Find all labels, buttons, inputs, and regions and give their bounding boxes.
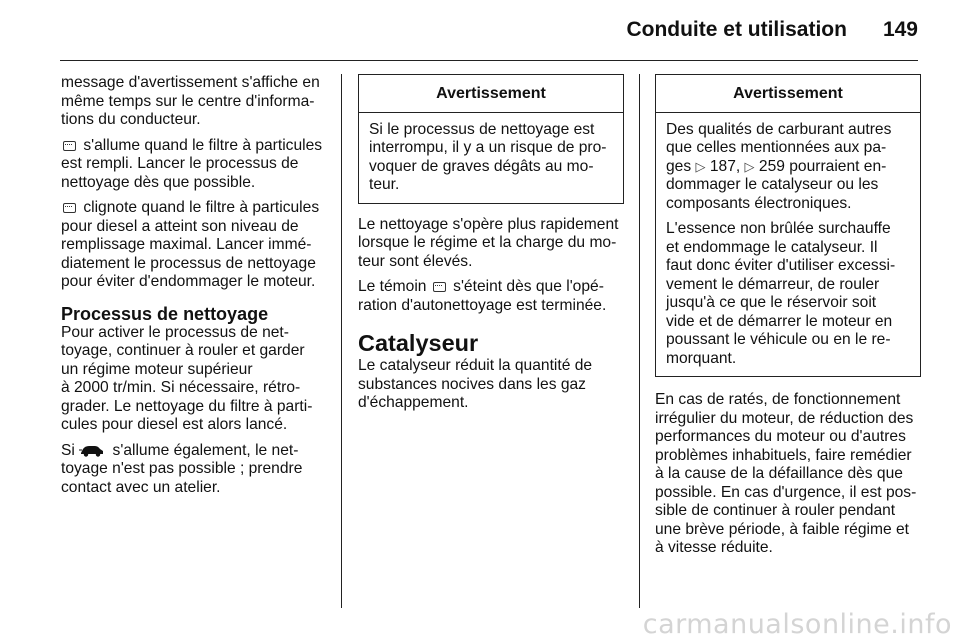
page-ref-arrow-icon[interactable]: ▷ bbox=[695, 158, 706, 174]
particle-filter-icon bbox=[61, 140, 77, 151]
warning-box bbox=[655, 74, 921, 377]
particle-filter-icon bbox=[61, 202, 77, 213]
paragraph: Le témoin s'éteint dès que l'opé- ration d'autonettoyage est terminée. bbox=[358, 278, 607, 314]
page-number: 149 bbox=[882, 18, 918, 41]
paragraph: Le nettoyage s'opère plus rapidement lorsque le régime et la charge du mo- teur sont élevés. bbox=[358, 215, 619, 270]
column-divider-2 bbox=[639, 74, 640, 608]
paragraph: s'allume quand le filtre à particules est rempli. Lancer le processus de nettoyage dès que possible. bbox=[61, 136, 323, 191]
column-3 bbox=[655, 74, 921, 565]
section-heading-catalyseur: Catalyseur bbox=[358, 330, 479, 356]
header-divider bbox=[60, 60, 918, 61]
paragraph: Pour activer le processus de net- toyage, continuer à rouler et garder un régime moteur supérieur à 2000 tr/min. Si nécessaire, rétro- grader. Le nettoyage du filtre à parti- cules pour diesel est alors lancé. bbox=[61, 323, 313, 433]
page-header bbox=[60, 18, 918, 48]
paragraph: message d'avertissement s'affiche en même temps sur le centre d'informa- tions du conducteur. bbox=[61, 74, 320, 128]
engine-check-car-icon bbox=[79, 444, 105, 457]
page-title: Conduite et utilisation bbox=[626, 18, 847, 41]
paragraph: clignote quand le filtre à particules pour diesel a atteint son niveau de remplissage maximal. Lancer immé- diatement le processus de nettoyage pour éviter d'endommager le moteur. bbox=[61, 199, 320, 290]
column-divider-1 bbox=[341, 74, 342, 608]
paragraph: Si s'allume également, le net- toyage n'est pas possible ; prendre contact avec un atelier. bbox=[61, 441, 303, 496]
column-1 bbox=[61, 74, 327, 504]
paragraph: En cas de ratés, de fonctionnement irrégulier du moteur, de réduction des performances du moteur ou d'autres problèmes inhabituels, faire remédier à la cause de la défaillance dès que possible. En cas d'urgence, il est pos- sible de continuer à rouler pendant une brève période, à faible régime et à vitesse réduite. bbox=[655, 391, 917, 556]
warning-body: Des qualités de carburant autres que celles mentionnées aux pa- ges ▷ 187, ▷ 259 pourraient en- dommager le catalyseur ou les composants électroniques. L'essence non brûlée surchauffe et endommage le catalyseur. Il faut donc éviter d'utiliser excessi- vement le démarreur, de rouler jusqu'à ce que le réservoir soit vide et de démarrer le moteur en poussant le véhicule ou en le re- morquant. bbox=[666, 120, 896, 367]
warning-box bbox=[358, 74, 624, 204]
column-2 bbox=[358, 74, 624, 420]
warning-body: Si le processus de nettoyage est interrompu, il y a un risque de pro- voquer de graves dégâts au mo- teur. bbox=[369, 120, 607, 193]
particle-filter-icon bbox=[431, 281, 447, 292]
subheading-cleaning-process: Processus de nettoyage bbox=[61, 303, 269, 324]
warning-title: Avertissement bbox=[359, 75, 623, 113]
page-ref-arrow-icon[interactable]: ▷ bbox=[744, 158, 755, 174]
warning-title: Avertissement bbox=[656, 75, 920, 113]
watermark: carmanualsonline.info bbox=[642, 609, 952, 640]
paragraph: Le catalyseur réduit la quantité de substances nocives dans les gaz d'échappement. bbox=[358, 357, 593, 411]
